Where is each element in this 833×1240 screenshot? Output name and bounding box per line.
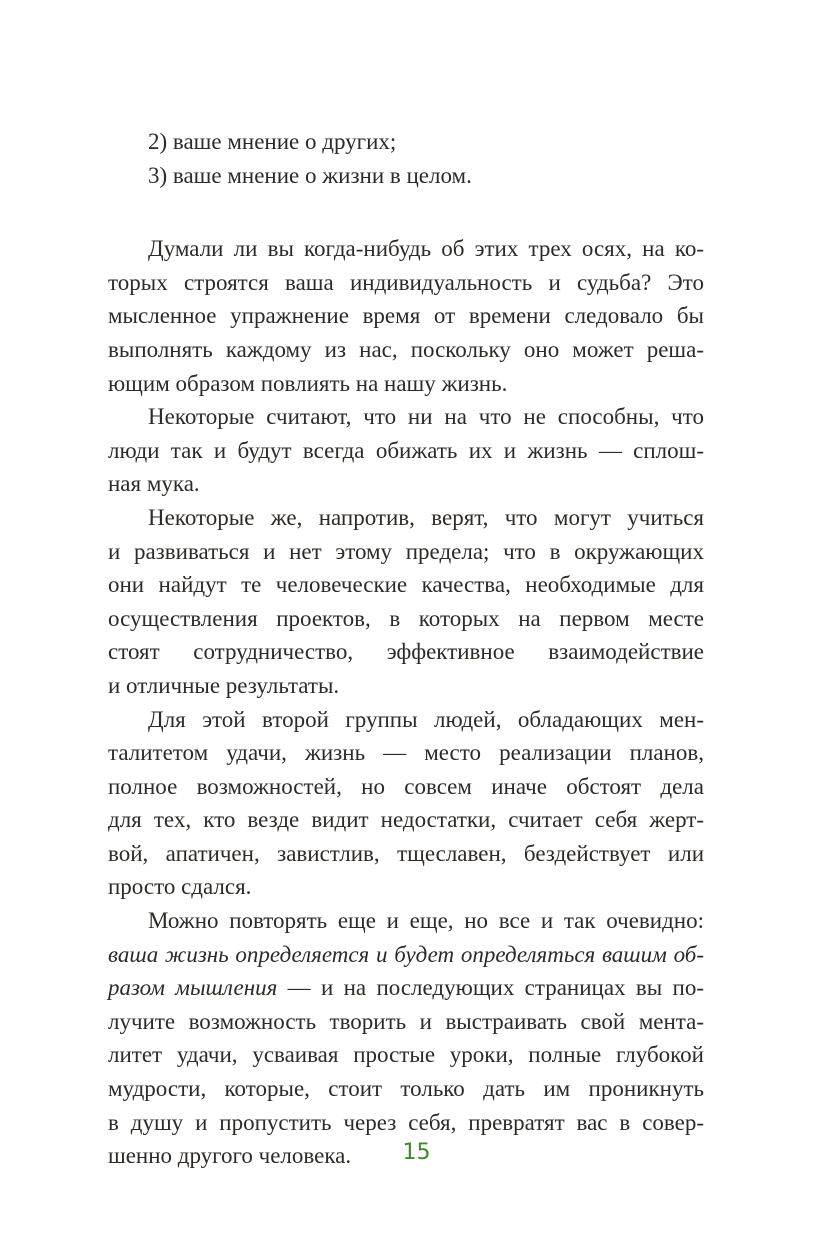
italic-text-line: ваша жизнь определяется и будет определяться вашим об- xyxy=(108,941,704,967)
text-line: Для этой второй группы людей, обладающих мен- xyxy=(148,706,704,732)
text-line: мысленное упражнение время от времени следовало бы xyxy=(108,303,704,329)
text-line: осуществления проектов, в которых на первом месте xyxy=(108,605,704,631)
text-line: вой, апатичен, завистлив, тщеславен, бездействует или xyxy=(108,840,704,866)
paragraph-others-believe xyxy=(108,501,704,703)
text-line: ющим образом повлиять на нашу жизнь. xyxy=(108,370,508,396)
text-line: выполнять каждому из нас, поскольку оно может реша- xyxy=(108,336,704,362)
text-line: торых строятся ваша индивидуальность и судьба? Это xyxy=(108,269,704,295)
text-line: Некоторые же, напротив, верят, что могут учиться xyxy=(148,504,704,530)
paragraph-axes xyxy=(108,232,704,400)
text-line: и отличные результаты. xyxy=(108,672,340,698)
paragraph-conclusion xyxy=(108,904,704,1173)
mixed-text-line xyxy=(108,971,704,1005)
text-line: люди так и будут всегда обижать их и жизнь — сплош- xyxy=(108,437,704,463)
text-line: ная мука. xyxy=(108,471,200,497)
paragraph-second-group xyxy=(108,703,704,905)
text-line: Думали ли вы когда-нибудь об этих трех осях, на ко- xyxy=(148,236,704,262)
text-line: полное возможностей, но совсем иначе обстоят дела xyxy=(108,773,704,799)
page-body xyxy=(108,125,704,1173)
text-phrase: — и на последующих страницах вы по- xyxy=(277,975,704,1001)
text-line: просто сдался. xyxy=(108,874,252,900)
text-line: в душу и пропустить через себя, превратят вас в совер- xyxy=(108,1109,704,1135)
text-line: и развиваться и нет этому предела; что в окружающих xyxy=(108,538,704,564)
text-line: талитетом удачи, жизнь — место реализации планов, xyxy=(108,740,704,766)
text-line: Можно повторять еще и еще, но все и так очевидно: xyxy=(148,908,704,934)
text-line: стоят сотрудничество, эффективное взаимодействие xyxy=(108,639,704,665)
paragraph-some-think xyxy=(108,400,704,501)
list-item: 3) ваше мнение о жизни в целом. xyxy=(148,162,472,188)
text-line: шенно другого человека. xyxy=(108,1143,352,1169)
text-line: мудрости, которые, стоит только дать им проникнуть xyxy=(108,1076,704,1102)
text-line: они найдут те человеческие качества, необходимые для xyxy=(108,572,704,598)
text-line: для тех, кто везде видит недостатки, считает себя жерт- xyxy=(108,807,704,833)
text-line: литет удачи, усваивая простые уроки, полные глубокой xyxy=(108,1042,704,1068)
text-line: лучите возможность творить и выстраивать свой мента- xyxy=(108,1008,704,1034)
numbered-list xyxy=(108,125,704,192)
list-item: 2) ваше мнение о других; xyxy=(148,129,397,154)
page-number: 15 xyxy=(402,1140,431,1165)
text-line: Некоторые считают, что ни на что не способны, что xyxy=(148,404,704,430)
italic-phrase: разом мышления xyxy=(108,975,278,1001)
